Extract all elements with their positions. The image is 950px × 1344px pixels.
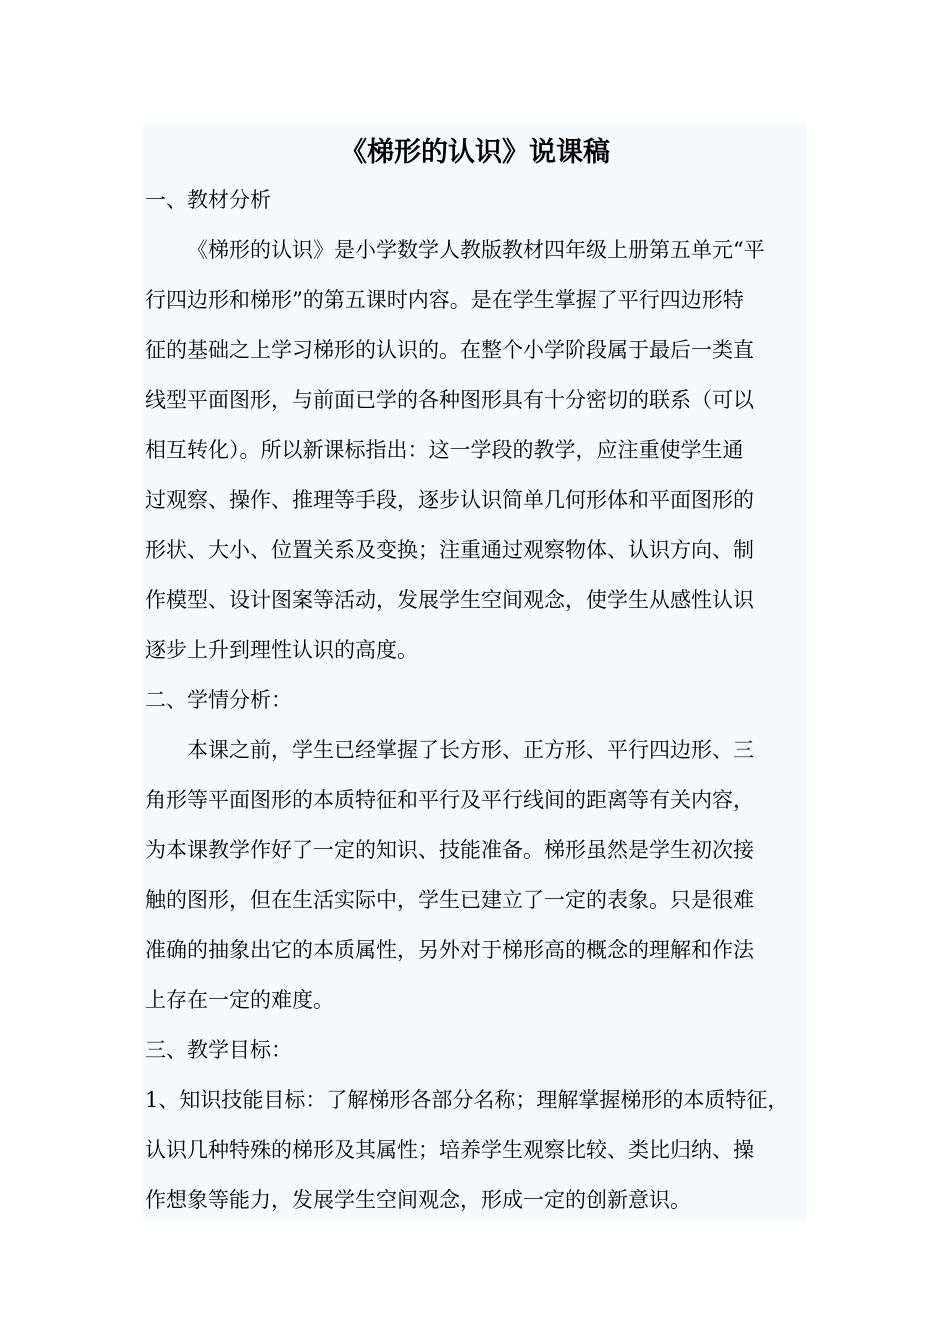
section-heading-students: 二、学情分析： xyxy=(145,688,292,712)
paragraph-line: 征的基础之上学习梯形的认识的。在整个小学阶段属于最后一类直 xyxy=(145,338,754,362)
paragraph-line: 认识几种特殊的梯形及其属性；培养学生观察比较、类比归纳、操 xyxy=(145,1138,754,1162)
section-heading-goals: 三、教学目标： xyxy=(145,1038,292,1062)
paragraph-line: 《梯形的认识》是小学数学人教版教材四年级上册第五单元“平 xyxy=(187,238,765,262)
paragraph-line: 相互转化）。所以新课标指出：这一学段的教学，应注重使学生通 xyxy=(145,438,744,462)
paragraph-line: 行四边形和梯形”的第五课时内容。是在学生掌握了平行四边形特 xyxy=(145,288,744,312)
paragraph-line: 为本课教学作好了一定的知识、技能准备。梯形虽然是学生初次接 xyxy=(145,838,754,862)
paragraph-line: 触的图形，但在生活实际中，学生已建立了一定的表象。只是很难 xyxy=(145,888,754,912)
document-title: 《梯形的认识》说课稿 xyxy=(340,137,610,168)
paragraph-line: 逐步上升到理性认识的高度。 xyxy=(145,638,418,662)
paragraph-line: 过观察、操作、推理等手段，逐步认识简单几何形体和平面图形的 xyxy=(145,488,754,512)
paragraph-line: 线型平面图形，与前面已学的各种图形具有十分密切的联系（可以 xyxy=(145,388,754,412)
paragraph-line: 作模型、设计图案等活动，发展学生空间观念，使学生从感性认识 xyxy=(145,588,754,612)
paragraph-line: 本课之前，学生已经掌握了长方形、正方形、平行四边形、三 xyxy=(187,738,754,762)
paragraph-line: 上存在一定的难度。 xyxy=(145,988,334,1012)
paragraph-line: 角形等平面图形的本质特征和平行及平行线间的距离等有关内容， xyxy=(145,788,754,812)
section-heading-materials: 一、教材分析 xyxy=(145,188,271,212)
paragraph-line: 形状、大小、位置关系及变换；注重通过观察物体、认识方向、制 xyxy=(145,538,754,562)
paragraph-line: 1、知识技能目标：了解梯形各部分名称；理解掌握梯形的本质特征， xyxy=(145,1088,789,1112)
paragraph-line: 作想象等能力，发展学生空间观念，形成一定的创新意识。 xyxy=(145,1188,691,1212)
paragraph-line: 准确的抽象出它的本质属性，另外对于梯形高的概念的理解和作法 xyxy=(145,938,754,962)
